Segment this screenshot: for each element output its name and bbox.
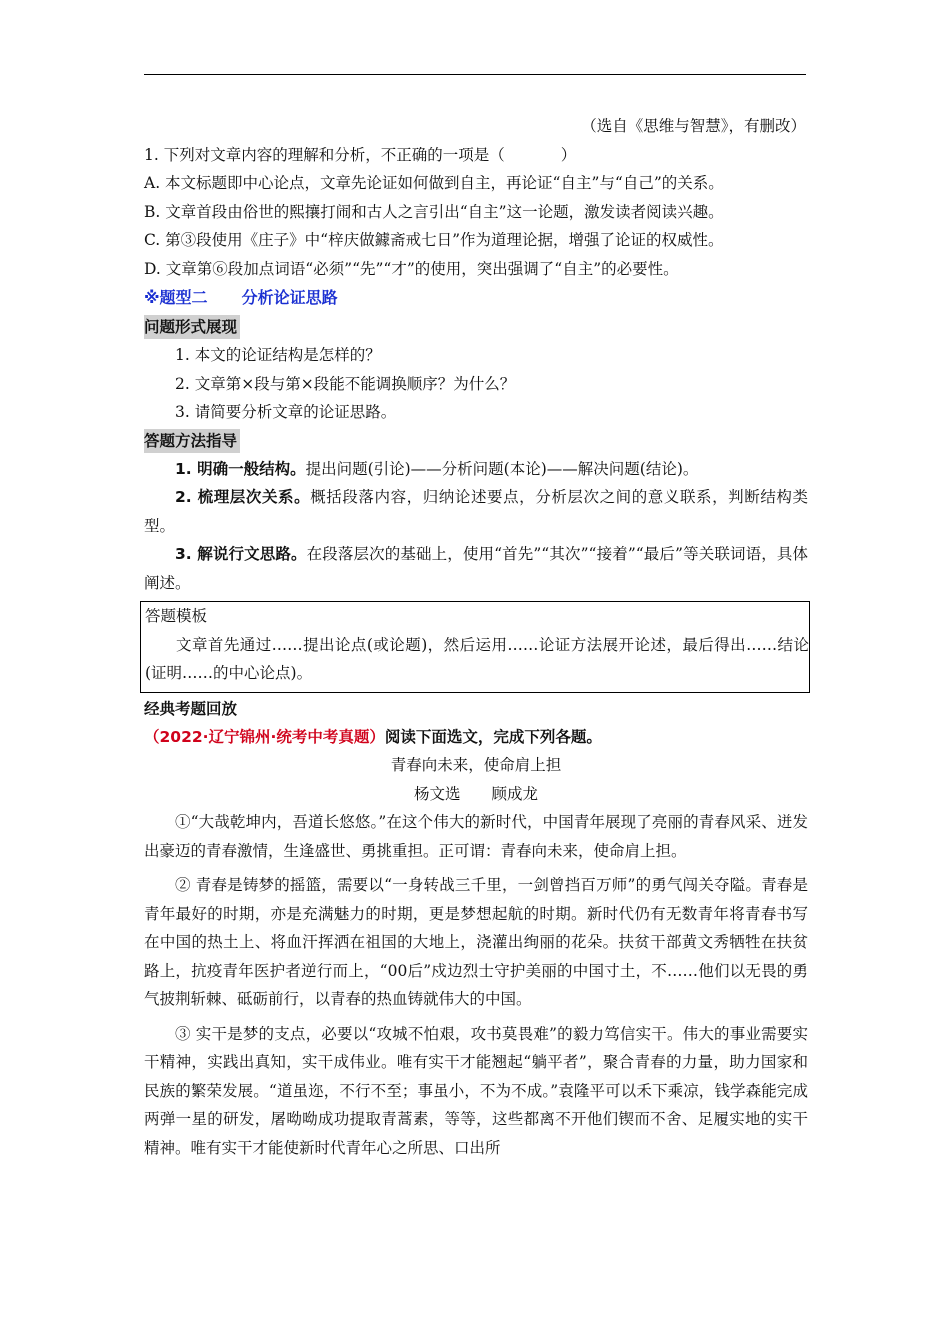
method-text: 在段落层次的基础上，使用“首先”“其次”“接着”“最后”等关联词语，具体阐述。 <box>144 545 808 592</box>
article-paragraph: ② 青春是铸梦的摇篮，需要以“一身转战三千里，一剑曾挡百万师”的勇气闯关夺隘。青春是青年最好的时期，亦是充满魅力的时期，更是梦想起航的时期。新时代仍有无数青年将青春书写在中国的热土上、将血汗挥洒在祖国的大地上，浇灌出绚丽的花朵。扶贫干部黄文秀牺牲在扶贫路上，抗疫青年医护者逆行而上，“00后”戍边烈士守护美丽的中国寸土，不……他们以无畏的勇气披荆斩棘、砥砺前行，以青春的热血铸就伟大的中国。 <box>144 876 808 1008</box>
template-box <box>140 601 810 693</box>
method-key: 1. 明确一般结构。 <box>175 459 306 478</box>
method-text: 概括段落内容，归纳论述要点，分析层次之间的意义联系，判断结构类型。 <box>144 488 808 535</box>
question-form-item: 1. 本文的论证结构是怎样的？ <box>175 346 381 364</box>
question-stem-text: 1. 下列对文章内容的理解和分析，不正确的一项是（ <box>144 145 505 164</box>
article-authors: 杨文选 顾成龙 <box>413 784 538 803</box>
section-title <box>144 283 808 313</box>
article-paragraph: ③ 实干是梦的支点，必要以“攻城不怕艰，攻书莫畏难”的毅力笃信实干。伟大的事业需要实干精神，实践出真知，实干成伟业。唯有实干才能翘起“躺平者”，聚合青春的力量，助力国家和民族的繁荣发展。“道虽迩，不行不至；事虽小，不为不成。”袁隆平可以禾下乘凉，钱学森能完成两弹一星的研发，屠呦呦成功提取青蒿素，等等，这些都离不开他们锲而不舍、足履实地的实干精神。唯有实干才能使新时代青年心之所思、口出所 <box>144 1024 808 1157</box>
method-key: 3. 解说行文思路。 <box>175 545 307 563</box>
exam-source: （2022·辽宁锦州·统考中考真题） <box>144 727 385 746</box>
article-paragraph: ①“大哉乾坤内，吾道长悠悠。”在这个伟大的新时代，中国青年展现了亮丽的青春风采、迸发出豪迈的青春激情，生逢盛世、勇挑重担。正可谓：青春向未来，使命肩上担。 <box>144 813 808 860</box>
exam-instruction: 阅读下面选文，完成下列各题。 <box>384 727 602 746</box>
method-text: 提出问题(引论)——分析问题(本论)——解决问题(结论)。 <box>305 459 699 478</box>
option-d: D. 文章第⑥段加点词语“必须”“先”“才”的使用，突出强调了“自主”的必要性。 <box>144 259 679 278</box>
source-note: （选自《思维与智慧》，有删改） <box>581 117 806 135</box>
option-b: B. 文章首段由俗世的熙攘打闹和古人之言引出“自主”这一论题，激发读者阅读兴趣。 <box>144 202 724 221</box>
question-form-item: 2. 文章第×段与第×段能不能调换顺序？为什么？ <box>175 374 516 393</box>
question-form-item: 3. 请简要分析文章的论证思路。 <box>175 403 397 421</box>
method-item <box>144 483 808 540</box>
question-stem-end: ） <box>560 145 577 164</box>
exam-source-line <box>144 723 808 752</box>
classic-heading: 经典考题回放 <box>144 699 238 718</box>
method-item <box>144 455 808 484</box>
template-heading: 答题模板 <box>145 607 208 625</box>
header-rule <box>144 74 806 75</box>
article-title: 青春向未来，使命肩上担 <box>390 756 562 774</box>
content-area <box>144 112 808 1162</box>
question-stem <box>144 141 808 170</box>
option-c: C. 第③段使用《庄子》中“梓庆做鐻斋戒七日”作为道理论据，增强了论证的权威性。 <box>144 231 724 249</box>
section-marker: ※题型二 <box>144 288 208 307</box>
method-item <box>144 540 808 597</box>
question-forms-heading: 问题形式展现 <box>144 315 240 339</box>
section-name: 分析论证思路 <box>241 288 338 307</box>
option-a: A. 本文标题即中心论点，文章先论证如何做到自主，再论证“自主”与“自己”的关系。 <box>144 174 724 192</box>
template-text: 文章首先通过……提出论点(或论题)，然后运用……论证方法展开论述，最后得出……结论(证明……的中心论点)。 <box>145 635 809 682</box>
method-key: 2. 梳理层次关系。 <box>175 488 311 506</box>
method-guide-heading: 答题方法指导 <box>144 429 240 453</box>
